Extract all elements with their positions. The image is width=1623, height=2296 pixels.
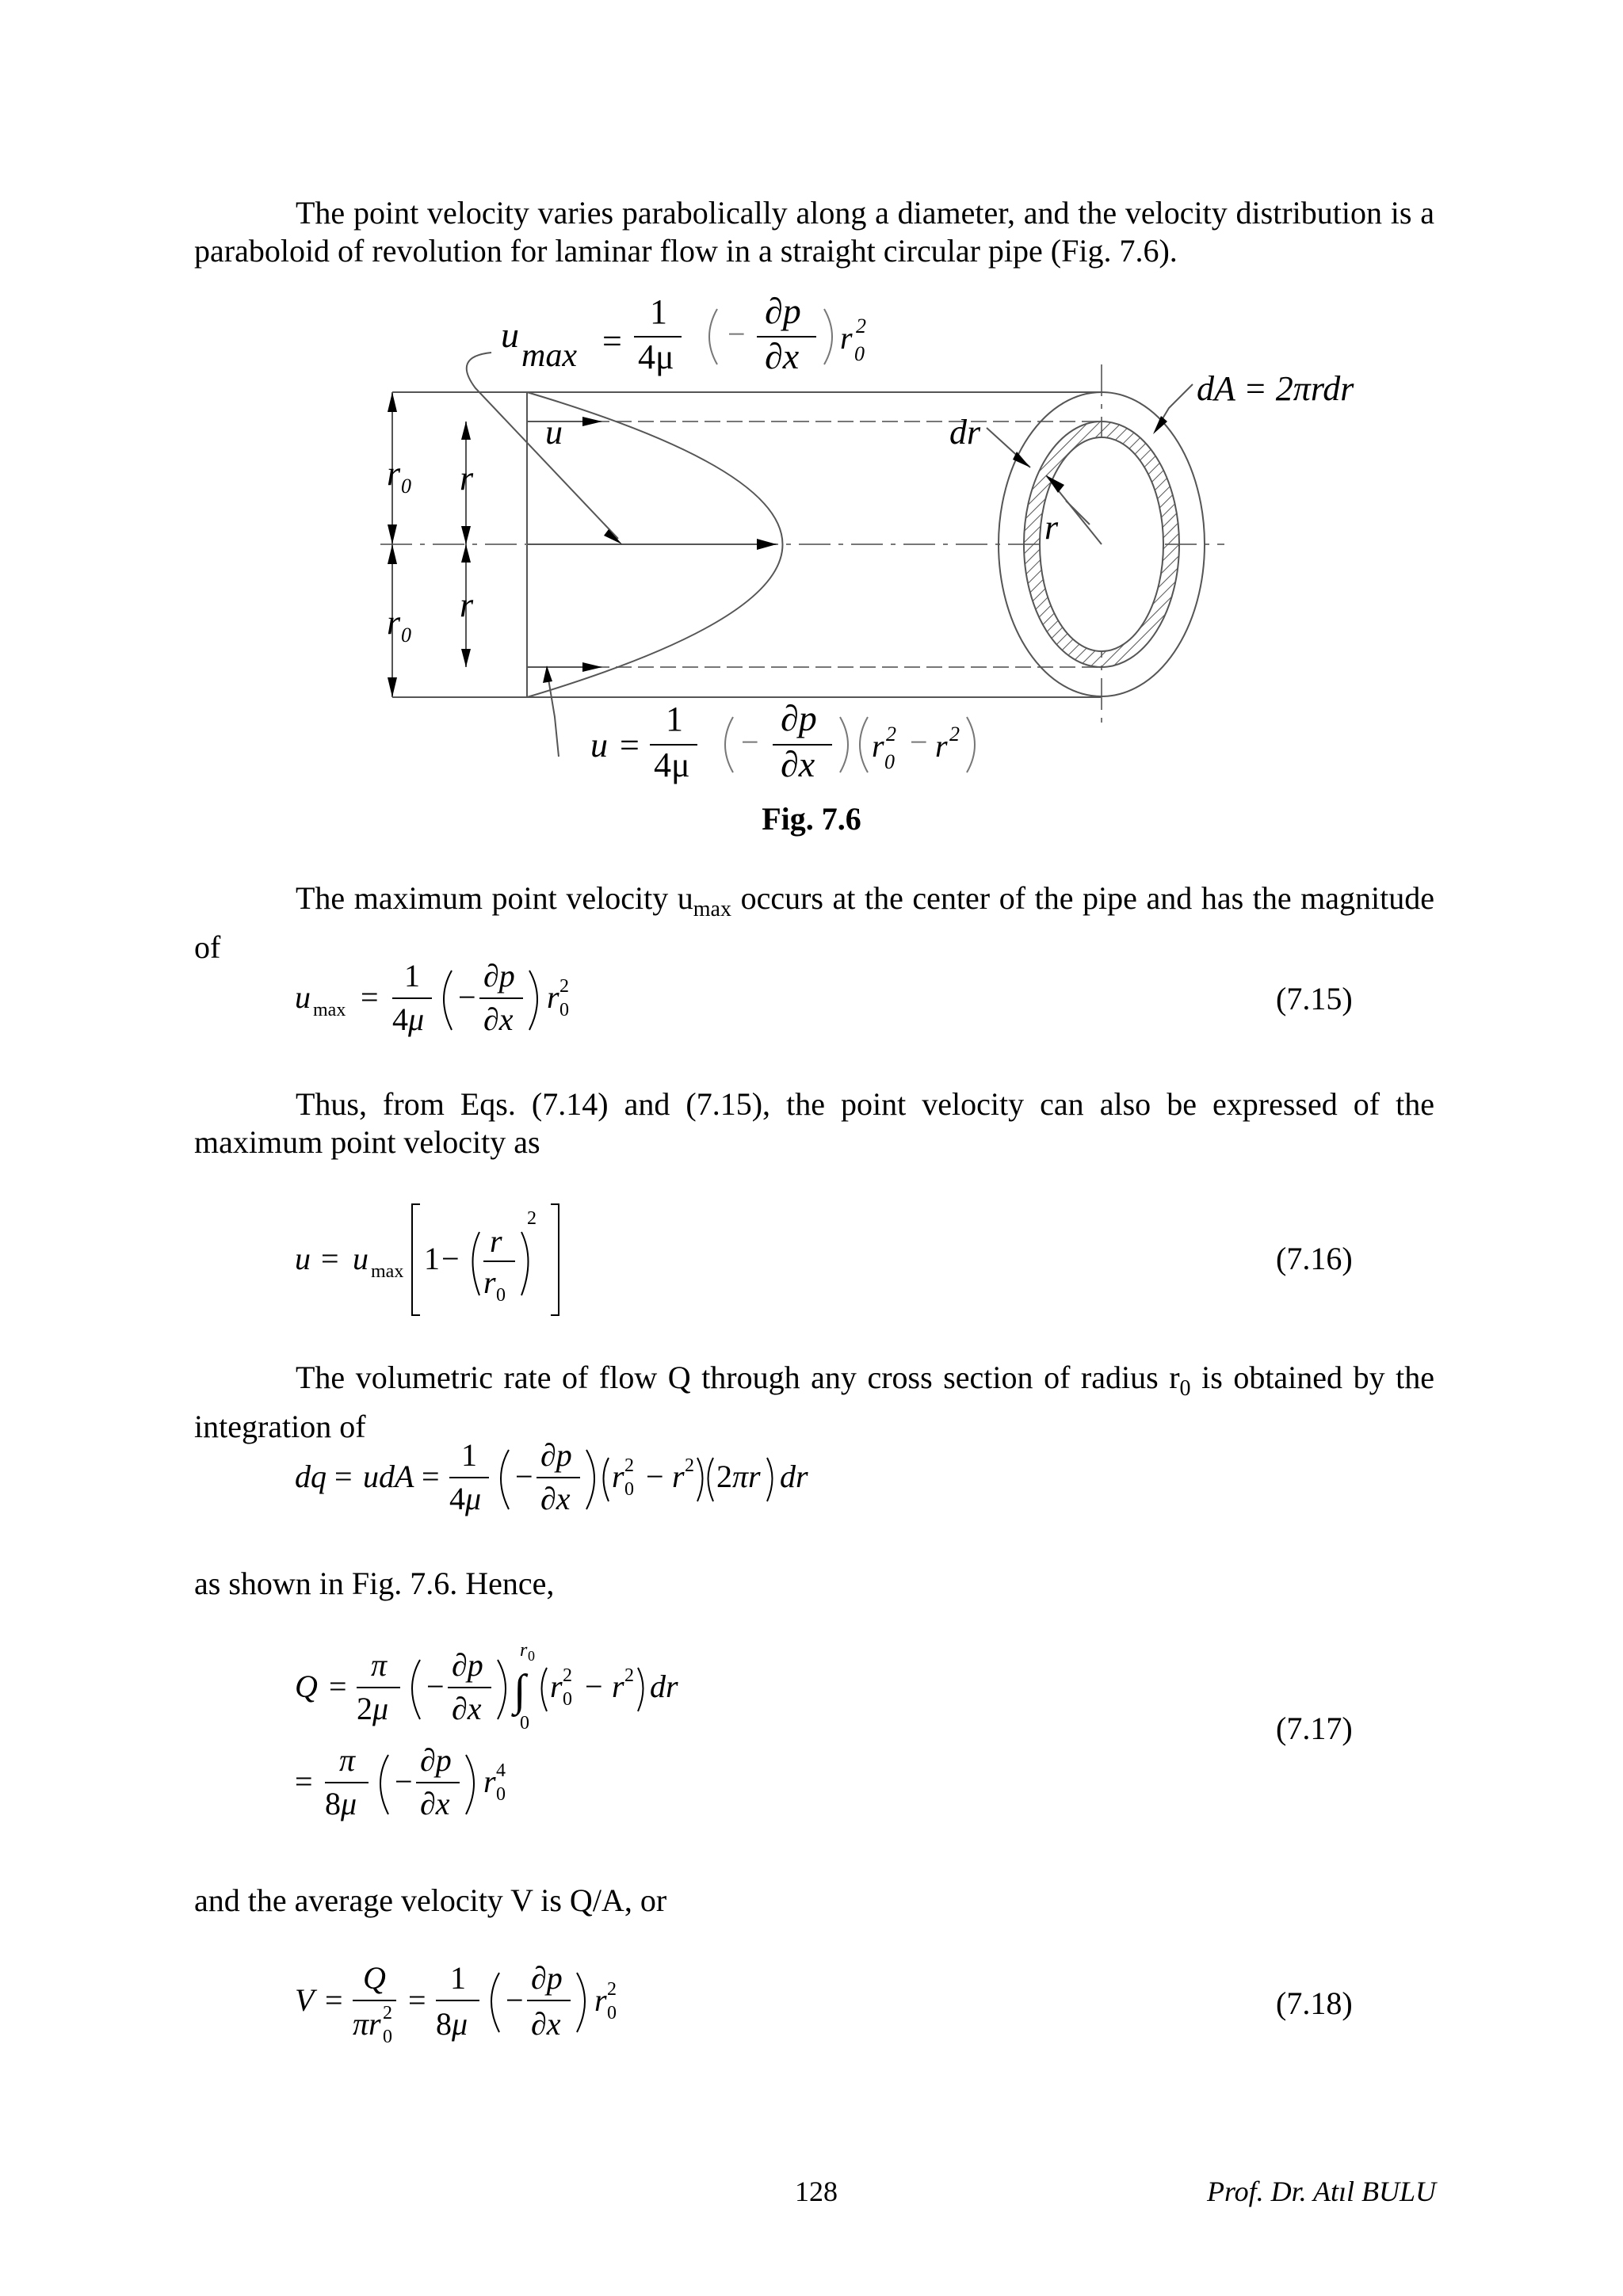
svg-text:dr: dr (780, 1459, 808, 1494)
label-dr: dr (949, 413, 981, 452)
svg-text:0: 0 (563, 1689, 572, 1710)
svg-text:∂p: ∂p (420, 1742, 452, 1778)
svg-text:∂p: ∂p (483, 958, 515, 994)
svg-text:max: max (313, 1000, 346, 1020)
label-umax: u (501, 315, 519, 355)
label-r0-upper: r (387, 454, 401, 493)
svg-text:r: r (672, 1459, 685, 1494)
svg-text:−: − (395, 1764, 413, 1799)
equation-7-18 (285, 1949, 682, 2052)
paragraph-average: and the average velocity V is Q/A, or (194, 1882, 667, 1918)
figure-caption: Fig. 7.6 (762, 801, 861, 837)
equation-7-15 (285, 951, 682, 1046)
svg-text:∂p: ∂p (540, 1437, 572, 1473)
svg-text:V: V (295, 1982, 315, 2018)
svg-text:0: 0 (559, 1000, 569, 1020)
fig-bottom-r0-sub: 0 (884, 750, 895, 773)
paragraph-volumetric: The volumetric rate of flow Q through any cross section of radius $r_0$ is obtained by the integration of (194, 1360, 1434, 1444)
fig-bottom-r: r (935, 728, 948, 764)
svg-text:=: = (422, 1459, 440, 1494)
svg-text:0: 0 (383, 2027, 392, 2047)
label-dA: dA = 2πrdr (1197, 369, 1354, 408)
svg-text:2: 2 (383, 2003, 392, 2023)
svg-text:π: π (371, 1647, 388, 1683)
svg-text:−: − (515, 1459, 533, 1494)
svg-text:∂x: ∂x (540, 1481, 571, 1516)
fig-bottom-denominator: 4μ (654, 746, 690, 784)
label-r0-lower: r (387, 603, 401, 642)
label-r0-lower-sub: 0 (401, 624, 411, 646)
svg-text:−: − (506, 1982, 524, 2018)
fig-bottom-equals: = (620, 726, 640, 765)
svg-text:2πr: 2πr (716, 1459, 761, 1494)
svg-text:−: − (585, 1669, 603, 1704)
fig-top-dx: ∂x (765, 336, 800, 376)
svg-text:u: u (353, 1241, 369, 1276)
svg-text:0: 0 (496, 1784, 506, 1805)
svg-text:∂x: ∂x (420, 1786, 450, 1821)
svg-text:πr: πr (353, 2006, 381, 2042)
fig-bottom-numerator: 1 (666, 700, 683, 738)
paragraph-intro: The point velocity varies parabolically along a diameter, and the velocity distribution is a paraboloid of revolution for laminar flow in a straight circular pipe (Fig. 7.6). (194, 195, 1434, 269)
svg-text:0: 0 (520, 1713, 529, 1733)
svg-text:0: 0 (496, 1285, 506, 1306)
fig-top-minus: − (727, 316, 746, 352)
label-r-cross-section: r (1044, 508, 1059, 547)
svg-text:2: 2 (856, 315, 866, 338)
svg-text:=: = (334, 1459, 353, 1494)
svg-text:0: 0 (624, 1479, 634, 1500)
svg-text:2: 2 (607, 1979, 617, 2000)
fig-top-dp: ∂p (765, 291, 801, 331)
svg-text:−: − (441, 1241, 460, 1276)
svg-text:0: 0 (607, 2003, 617, 2023)
svg-text:r: r (547, 979, 559, 1015)
svg-text:Q: Q (363, 1960, 386, 1996)
svg-text:=: = (329, 1669, 347, 1704)
fig-bottom-r0: r (872, 728, 884, 764)
svg-text:2: 2 (527, 1208, 537, 1229)
equation-number-7-15: (7.15) (1276, 981, 1353, 1016)
svg-text:∫: ∫ (514, 1666, 526, 1715)
fig-top-r0: r (840, 320, 853, 356)
equation-7-16 (285, 1196, 682, 1323)
svg-text:=: = (295, 1764, 313, 1799)
svg-text:u: u (295, 1241, 311, 1276)
svg-text:∂x: ∂x (531, 2006, 561, 2042)
paragraph-thus: Thus, from Eqs. (7.14) and (7.15), the point velocity can also be expressed of the maximum point velocity as (194, 1086, 1434, 1160)
svg-text:4μ: 4μ (392, 1001, 425, 1037)
label-r0-upper-sub: 0 (401, 475, 411, 498)
svg-text:1: 1 (404, 958, 420, 994)
svg-text:r: r (483, 1264, 496, 1300)
svg-text:Q: Q (295, 1669, 318, 1704)
svg-text:8μ: 8μ (325, 1786, 357, 1821)
svg-text:8μ: 8μ (436, 2006, 468, 2042)
svg-text:2: 2 (624, 1455, 634, 1476)
svg-text:=: = (408, 1982, 426, 2018)
svg-text:r: r (490, 1223, 502, 1259)
svg-text:2: 2 (886, 723, 896, 746)
equation-number-7-16: (7.16) (1276, 1241, 1353, 1276)
equation-number-7-17: (7.17) (1276, 1711, 1353, 1746)
svg-text:−: − (426, 1669, 445, 1704)
author-footer: Prof. Dr. Atıl BULU (1206, 2176, 1436, 2207)
fig-bottom-dp: ∂p (781, 698, 817, 738)
svg-text:1: 1 (461, 1437, 477, 1473)
svg-text:2: 2 (563, 1665, 572, 1686)
svg-text:2: 2 (949, 723, 960, 746)
svg-text:4μ: 4μ (449, 1481, 482, 1516)
equation-number-7-18: (7.18) (1276, 1985, 1353, 2021)
svg-text:1: 1 (424, 1241, 440, 1276)
svg-text:=: = (321, 1241, 339, 1276)
label-u-inner: u (545, 413, 563, 452)
svg-text:=: = (325, 1982, 343, 2018)
paragraph-hence: as shown in Fig. 7.6. Hence, (194, 1566, 555, 1601)
svg-text:dr: dr (650, 1669, 678, 1704)
svg-text:0: 0 (528, 1648, 535, 1664)
svg-text:2: 2 (559, 976, 569, 997)
label-r-lower: r (460, 585, 474, 624)
svg-text:−: − (458, 979, 476, 1015)
fig-bottom-u: u (590, 726, 608, 765)
svg-text:r: r (594, 1982, 607, 2018)
paragraph-umax: The maximum point velocity $u_{max}$ occurs at the center of the pipe and has the magnitude of (194, 880, 1435, 965)
svg-text:max: max (371, 1261, 404, 1282)
svg-text:2: 2 (685, 1455, 694, 1476)
fig-top-denominator: 4μ (638, 338, 674, 376)
svg-text:−: − (646, 1459, 664, 1494)
equation-dq (285, 1430, 840, 1525)
label-r-upper: r (460, 459, 474, 498)
svg-text:π: π (339, 1742, 356, 1778)
svg-text:r: r (612, 1459, 624, 1494)
fig-bottom-minus-2: − (910, 724, 928, 760)
fig-bottom-dx: ∂x (781, 744, 815, 784)
equation-7-17 (285, 1632, 761, 1830)
fig-top-numerator: 1 (650, 292, 667, 331)
svg-text:udA: udA (363, 1459, 414, 1494)
svg-text:4: 4 (496, 1760, 506, 1781)
page-number: 128 (795, 2176, 838, 2207)
svg-text:2: 2 (624, 1665, 634, 1686)
svg-text:∂x: ∂x (452, 1691, 482, 1726)
pipe-flow-figure (0, 277, 1623, 879)
svg-text:∂p: ∂p (531, 1960, 563, 1996)
svg-text:r: r (550, 1669, 563, 1704)
svg-text:r: r (520, 1640, 528, 1661)
svg-text:=: = (361, 979, 379, 1015)
svg-text:1: 1 (450, 1960, 466, 1996)
svg-text:u: u (295, 979, 311, 1015)
svg-text:∂p: ∂p (452, 1647, 483, 1683)
label-umax-sub: max (521, 338, 577, 374)
svg-text:2μ: 2μ (357, 1691, 389, 1726)
svg-text:r: r (483, 1764, 496, 1799)
svg-text:dq: dq (295, 1459, 327, 1494)
svg-text:∂x: ∂x (483, 1001, 514, 1037)
fig-bottom-minus: − (741, 724, 759, 760)
fig-top-r0-sub: 0 (854, 342, 865, 365)
svg-text:r: r (612, 1669, 624, 1704)
fig-top-equals: = (602, 322, 622, 360)
